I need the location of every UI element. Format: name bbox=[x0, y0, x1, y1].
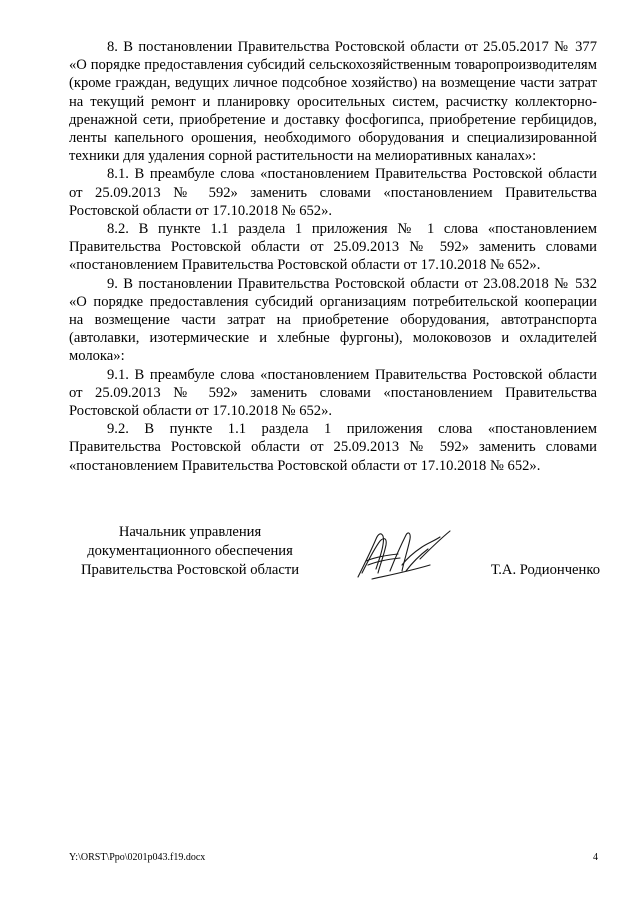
paragraph-8: 8. В постановлении Правительства Ростовской области от 25.05.2017 № 377 «О порядке предоставления субсидий сельскохозяйственным товаропроизводителям (кроме граждан, ведущих личное подсобное хозяйство) на возмещение части затрат на текущий ремонт и планировку оросительных систем, расчистку коллекторно-дренажной сети, приобретение и доставку фосфогипса, приобретение гербицидов, ленты капельного орошения, необходимого оборудования и специализированной техники для удаления сорной растительности на мелиоративных каналах»: bbox=[69, 39, 597, 165]
signatory-title-line: Начальник управления bbox=[118, 524, 262, 540]
signatory-title bbox=[60, 523, 320, 580]
document-body bbox=[69, 38, 597, 475]
signatory-title-line: Правительства Ростовской области bbox=[80, 562, 300, 578]
paragraph-8-1: 8.1. В преамбуле слова «постановлением Правительства Ростовской области от 25.09.2013 № 592» заменить словами «постановлением Правительства Ростовской области от 17.10.2018 № 652». bbox=[69, 166, 597, 219]
paragraph-8-2: 8.2. В пункте 1.1 раздела 1 приложения № 1 слова «постановлением Правительства Ростовской области от 25.09.2013 № 592» заменить словами «постановлением Правительства Ростовской области от 17.10.2018 № 652». bbox=[69, 221, 597, 274]
signatory-title-line: документационного обеспечения bbox=[87, 543, 293, 559]
footer-file-path: Y:\ORST\Ppo\0201p043.f19.docx bbox=[69, 852, 206, 863]
handwritten-signature bbox=[350, 525, 460, 583]
paragraph-9-2: 9.2. В пункте 1.1 раздела 1 приложения слова «постановлением Правительства Ростовской области от 25.09.2013 № 592» заменить словами «постановлением Правительства Ростовской области от 17.10.2018 № 652». bbox=[69, 421, 597, 474]
paragraph-9-1: 9.1. В преамбуле слова «постановлением Правительства Ростовской области от 25.09.2013 № 592» заменить словами «постановлением Правительства Ростовской области от 17.10.2018 № 652». bbox=[69, 366, 597, 420]
signature-block bbox=[60, 523, 600, 583]
paragraph-9: 9. В постановлении Правительства Ростовской области от 23.08.2018 № 532 «О порядке предоставления субсидий организациям потребительской кооперации на возмещение части затрат на приобретение оборудования, автотранспорта (автолавки, изотермические и хлебные фургоны), молоковозов и охладителей молока»: bbox=[69, 275, 597, 365]
signatory-name: Т.А. Родионченко bbox=[490, 562, 600, 578]
page-number: 4 bbox=[593, 852, 598, 863]
